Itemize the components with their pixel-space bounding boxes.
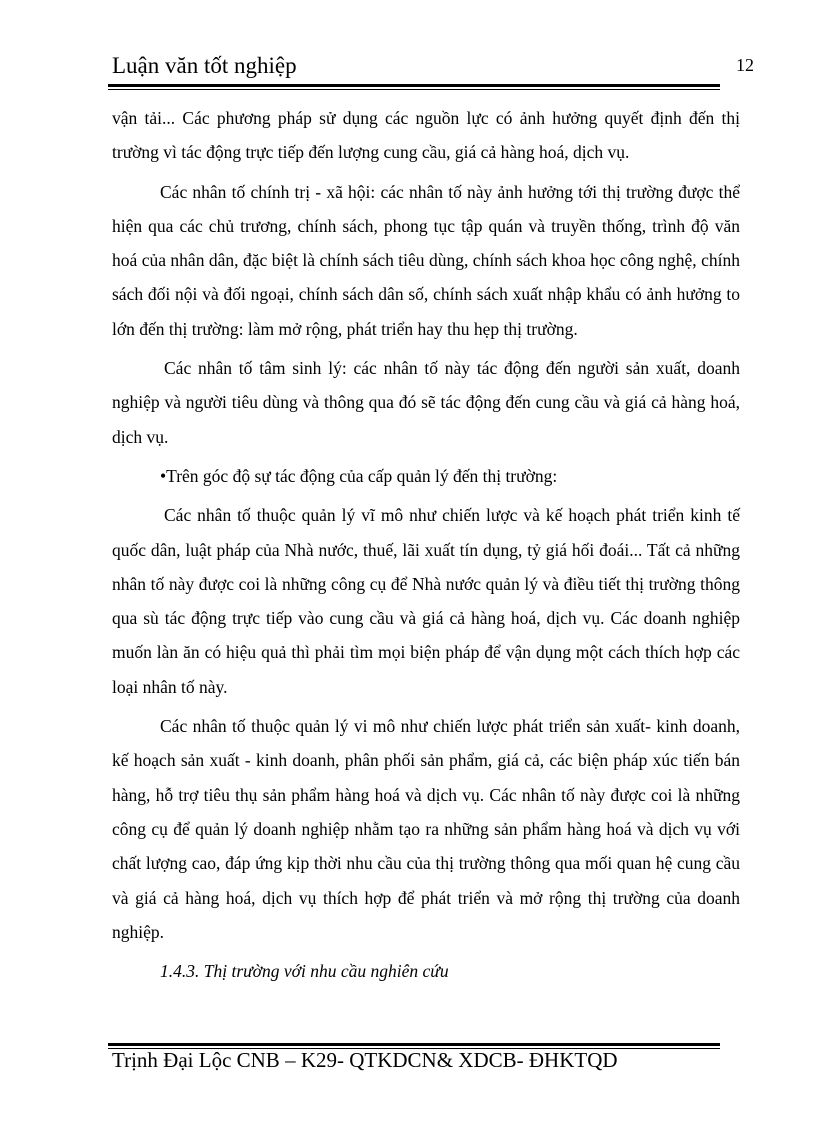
document-body: [112, 101, 740, 988]
paragraph: vận tải... Các phương pháp sử dụng các nguồn lực có ảnh hưởng quyết định đến thị trường vì tác động trực tiếp đến lượng cung cầu, giá cả hàng hoá, dịch vụ.: [112, 108, 740, 163]
header-rule: [108, 84, 720, 87]
footer-text: Trịnh Đại Lộc CNB – K29- QTKDCN& XDCB- ĐHKTQD: [112, 1048, 618, 1072]
page-number: 12: [736, 55, 754, 75]
paragraph: Các nhân tố chính trị - xã hội: các nhân tố này ảnh hưởng tới thị trường được thể hiện qua các chủ trương, chính sách, phong tục tập quán và truyền thống, trình độ văn hoá của nhân dân, đặc biệt là chính sách tiêu dùng, chính sách khoa học công nghệ, chính sách đối nội và đối ngoại, chính sách dân số, chính sách xuất nhập khẩu có ảnh hưởng to lớn đến thị trường: làm mở rộng, phát triển hay thu hẹp thị trường.: [112, 181, 740, 339]
header-rule-thin: [108, 89, 720, 90]
paragraph: Các nhân tố thuộc quản lý vĩ mô như chiến lược và kế hoạch phát triển kinh tế quốc dân, luật pháp của Nhà nước, thuế, lãi xuất tín dụng, tỷ giá hối đoái... Tất cả những nhân tố này được coi là những công cụ để Nhà nước quản lý và điều tiết thị trường thông qua sù tác động trực tiếp vào cung cầu và giá cả hàng hoá, dịch vụ. Các doanh nghiệp muốn làn ăn có hiệu quả thì phải tìm mọi biện pháp để vận dụng một cách thích hợp các loại nhân tố này.: [112, 505, 740, 697]
paragraph: Các nhân tố thuộc quản lý vi mô như chiến lược phát triển sản xuất- kinh doanh, kế hoạch sản xuất - kinh doanh, phân phối sản phẩm, giá cả, các biện pháp xúc tiến bán hàng, hỗ trợ tiêu thụ sản phẩm hàng hoá và dịch vụ. Các nhân tố này được coi là những công cụ để quản lý doanh nghiệp nhằm tạo ra những sản phẩm hàng hoá và dịch vụ với chất lượng cao, đáp ứng kịp thời nhu cầu của thị trường thông qua mối quan hệ cung cầu và giá cả hàng hoá, dịch vụ thích hợp để phát triển và mở rộng thị trường của doanh nghiệp.: [112, 716, 740, 942]
section-heading: 1.4.3. Thị trường với nhu cầu nghiên cứu: [160, 961, 449, 982]
paragraph: Các nhân tố tâm sinh lý: các nhân tố này tác động đến người sản xuất, doanh nghiệp và người tiêu dùng và thông qua đó sẽ tác động đến cung cầu và giá cả hàng hoá, dịch vụ.: [112, 358, 740, 447]
bullet-paragraph: •Trên góc độ sự tác động của cấp quản lý đến thị trường:: [160, 465, 558, 486]
header-title: Luận văn tốt nghiệp: [112, 53, 297, 78]
